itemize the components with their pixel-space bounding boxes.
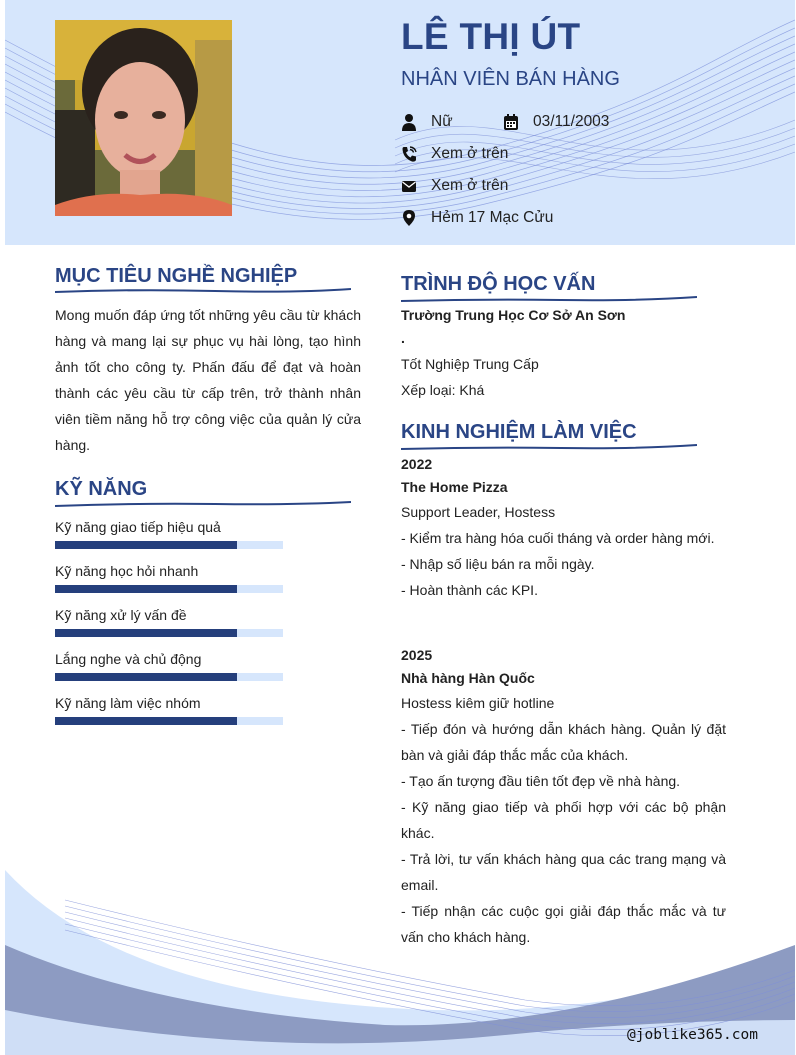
- phone-icon: [401, 145, 417, 163]
- experience-company: The Home Pizza: [401, 479, 508, 495]
- experience-title: KINH NGHIỆM LÀM VIỆC: [401, 421, 637, 443]
- experience-description: [401, 525, 726, 603]
- skill-bar-fill: [55, 585, 237, 593]
- gender-row: [401, 113, 453, 131]
- birthdate-value: 03/11/2003: [533, 113, 610, 130]
- person-icon: [401, 113, 417, 131]
- objective-text: Mong muốn đáp ứng tốt những yêu cầu từ khách hàng và mang lại sự phục vụ hài lòng, tạo hình ảnh tốt cho công ty. Phấn đấu để đạt và hoàn thành các yêu cầu từ cấp trên, trở thành nhân viên tiềm năng hỗ trợ công việc của quản lý cửa hàng.: [55, 307, 361, 453]
- objective-underline: [55, 287, 351, 295]
- watermark: @joblike365.com: [627, 1027, 758, 1043]
- skill-bar-fill: [55, 673, 237, 681]
- birthdate-row: [503, 113, 609, 131]
- address-value: Hẻm 17 Mạc Cửu: [431, 209, 554, 226]
- skill-label: Kỹ năng xử lý vấn đề: [55, 607, 187, 623]
- skill-bar: [55, 585, 283, 593]
- header-band: [5, 0, 795, 245]
- experience-underline: [401, 443, 697, 451]
- skills-title: KỸ NĂNG: [55, 478, 148, 500]
- skill-bar-fill: [55, 629, 237, 637]
- calendar-icon: [503, 113, 519, 131]
- experience-line: - Nhập số liệu bán ra mỗi ngày.: [401, 556, 595, 572]
- experience-year: 2022: [401, 456, 433, 472]
- skill-bar: [55, 541, 283, 549]
- skill-label: Lắng nghe và chủ động: [55, 651, 202, 667]
- skill-bar: [55, 673, 283, 681]
- skill-bar-fill: [55, 541, 237, 549]
- experience-line: - Kỹ năng giao tiếp và phối hợp với các bộ phận khác.: [401, 799, 726, 841]
- location-pin-icon: [401, 209, 417, 227]
- envelope-icon: [401, 177, 417, 195]
- experience-role: Support Leader, Hostess: [401, 504, 556, 520]
- skill-bar: [55, 717, 283, 725]
- experience-line: - Hoàn thành các KPI.: [401, 582, 538, 598]
- email-row: [401, 177, 508, 195]
- skill-label: Kỹ năng làm việc nhóm: [55, 695, 201, 711]
- phone-value: Xem ở trên: [431, 145, 509, 162]
- education-title: TRÌNH ĐỘ HỌC VẤN: [401, 273, 596, 295]
- education-rank: Xếp loại: Khá: [401, 382, 485, 398]
- education-underline: [401, 295, 697, 303]
- experience-line: - Tiếp đón và hướng dẫn khách hàng. Quản lý đặt bàn và giải đáp thắc mắc của khách.: [401, 721, 726, 763]
- education-bullet: .: [401, 330, 405, 346]
- skill-bar: [55, 629, 283, 637]
- gender-value: Nữ: [431, 113, 453, 130]
- experience-role: Hostess kiêm giữ hotline: [401, 695, 555, 711]
- skill-label: Kỹ năng giao tiếp hiệu quả: [55, 519, 221, 535]
- skills-underline: [55, 500, 351, 508]
- experience-line: - Kiểm tra hàng hóa cuối tháng và order hàng mới.: [401, 530, 715, 546]
- address-row: [401, 209, 553, 227]
- profile-photo: [55, 20, 232, 216]
- experience-line: - Trả lời, tư vấn khách hàng qua các trang mạng và email.: [401, 851, 726, 893]
- resume-page: [5, 0, 795, 1055]
- experience-company: Nhà hàng Hàn Quốc: [401, 670, 535, 686]
- objective-title: MỤC TIÊU NGHỀ NGHIỆP: [55, 265, 298, 287]
- experience-year: 2025: [401, 647, 433, 663]
- candidate-name: LÊ THỊ ÚT: [401, 16, 581, 57]
- experience-line: - Tiếp nhận các cuộc gọi giải đáp thắc mắc và tư vấn cho khách hàng.: [401, 903, 726, 945]
- skill-label: Kỹ năng học hỏi nhanh: [55, 563, 199, 579]
- job-title: NHÂN VIÊN BÁN HÀNG: [401, 68, 620, 90]
- footer-waves: [5, 860, 795, 1055]
- skill-bar-fill: [55, 717, 237, 725]
- education-degree: Tốt Nghiệp Trung Cấp: [401, 356, 539, 372]
- phone-row: [401, 145, 508, 163]
- experience-line: - Tạo ấn tượng đầu tiên tốt đẹp về nhà hàng.: [401, 773, 681, 789]
- email-value: Xem ở trên: [431, 177, 509, 194]
- education-school: Trường Trung Học Cơ Sở An Sơn: [401, 307, 626, 323]
